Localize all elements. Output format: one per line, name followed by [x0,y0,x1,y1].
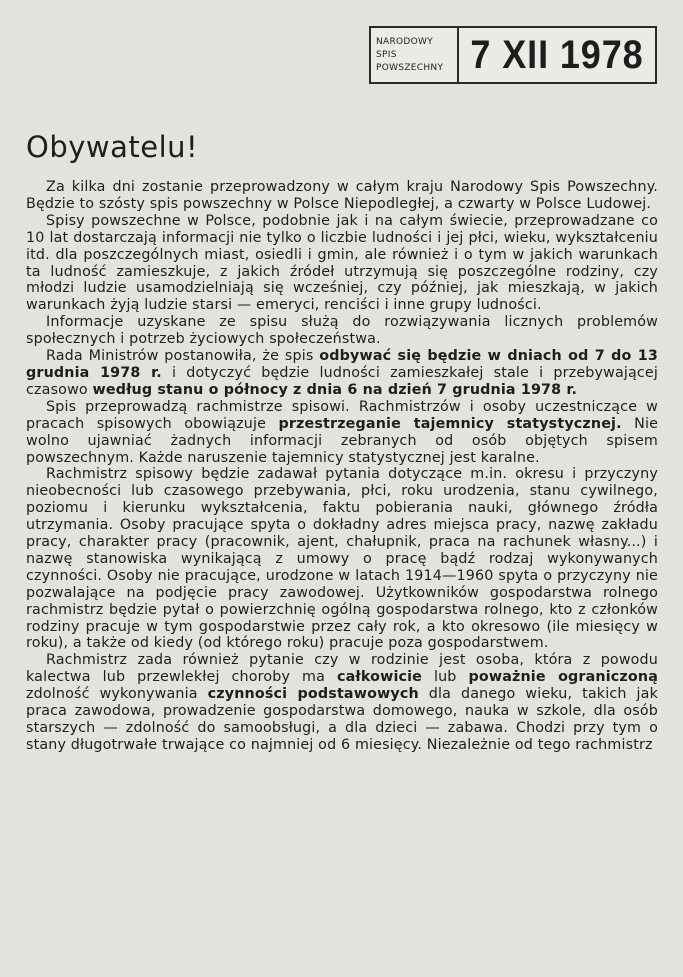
document-body [26,179,658,754]
page-title: Obywatelu! [26,130,199,164]
paragraph [26,466,658,652]
census-stamp [369,26,657,84]
text-run: Informacje uzyskane ze spisu służą do rozwiązywania licznych problemów społecznych i potrzeb życiowych społeczeństwa. [26,314,658,348]
text-run: lub [422,669,469,686]
paragraph [26,348,658,399]
bold-text: odbywać się będzie w dniach od 7 do 13 grudnia 1978 r. [26,348,658,381]
stamp-label [371,28,459,82]
text-run: Spisy powszechne w Polsce, podobnie jak i na całym świecie, przeprowadzane co 10 lat dostarczają informacji nie tylko o liczbie ludności i jej płci, wieku, wykształceniu itd. dla poszczególnych miast, osiedli i gmin, ale również i o tym w jakich warunkach ta ludność zamieszkuje, z jakich źródeł utrzymują się poszczególne rodziny, czy młodzi ludzie usamodzielniają się wcześniej, czy później, jak mieszkają, w jakich warunkach żyją ludzie starsi — emeryci, renciści i inne grupy ludności. [26,212,658,314]
stamp-date: 7 XII 1978 [470,32,644,77]
stamp-line-3: POWSZECHNY [376,62,444,73]
text-run: Spis przeprowadzą rachmistrze spisowi. Rachmistrzów i osoby uczestniczące w pracach spisowych obowiązuje [26,398,658,432]
text-run: Nie wolno ujawniać żadnych informacji zebranych od osób objętych spisem powszechnym. Każde naruszenie tajemnicy statystycznej jest karalne. [26,415,659,466]
text-run: i dotyczyć będzie ludności zamieszkałej stale i przebywającej czasowo [26,364,658,398]
text-run: Rachmistrz zada również pytanie czy w rodzinie jest osoba, która z powodu kalectwa lub przewlekłej choroby ma [26,652,658,686]
text-run: dla danego wieku, takich jak praca zawodowa, prowadzenie gospodarstwa domowego, nauka w szkole, dla osób starszych — zdolność do samoobsługi, a dla dzieci — zabawa. Chodzi przy tym o stany długotrwałe trwające co najmniej od 6 miesięcy. Niezależnie od tego rachmistrz [26,686,658,753]
paragraph [26,213,658,314]
bold-text: całkowicie [336,669,423,686]
stamp-line-1: NARODOWY [376,36,434,47]
paragraph [26,652,658,753]
stamp-line-2: SPIS [376,49,397,60]
text-run: Rachmistrz spisowy będzie zadawał pytania dotyczące m.in. okresu i przyczyny nieobecności lub czasowego przebywania, płci, roku urodzenia, stanu cywilnego, poziomu i kierunku wykształcenia, faktu pobierania nauki, głównego źródła utrzymania. Osoby pracujące spyta o dokładny adres miejsca pracy, nazwę zakładu pracy, charakter pracy (pracownik, ajent, chałupnik, praca na rachunek własny...) i nazwę stanowiska wynikającą z umowy o pracę bądź rodzaj wykonywanych czynności. Osoby nie pracujące, urodzone w latach 1914—1960 spyta o przyczyny nie pozwalające na podjęcie pracy zawodowej. Użytkowników gospodarstwa rolnego rachmistrz będzie pytał o powierzchnię ogólną gospodarstwa rolnego, kto z członków rodziny pracuje w tym gospodarstwie przez cały rok, a kto okresowo (ile miesięcy w roku), a także od kiedy (od którego roku) pracuje poza gospodarstwem. [26,466,658,652]
paragraph [26,314,658,348]
text-run: Za kilka dni zostanie przeprowadzony w całym kraju Narodowy Spis Powszechny. Będzie to szósty spis powszechny w Polsce Niepodległej, a czwarty w Polsce Ludowej. [26,179,658,212]
bold-text: poważnie ograniczoną [468,669,658,686]
bold-text: czynności podstawowych [207,686,419,703]
paragraph [26,399,658,467]
text-run: zdolność wykonywania [26,686,208,703]
bold-text: według stanu o północy z dnia 6 na dzień 7 grudnia 1978 r. [92,381,578,398]
bold-text: przestrzeganie tajemnicy statystycznej. [278,415,622,432]
paragraph [26,179,658,213]
text-run: Rada Ministrów postanowiła, że spis [46,348,320,365]
